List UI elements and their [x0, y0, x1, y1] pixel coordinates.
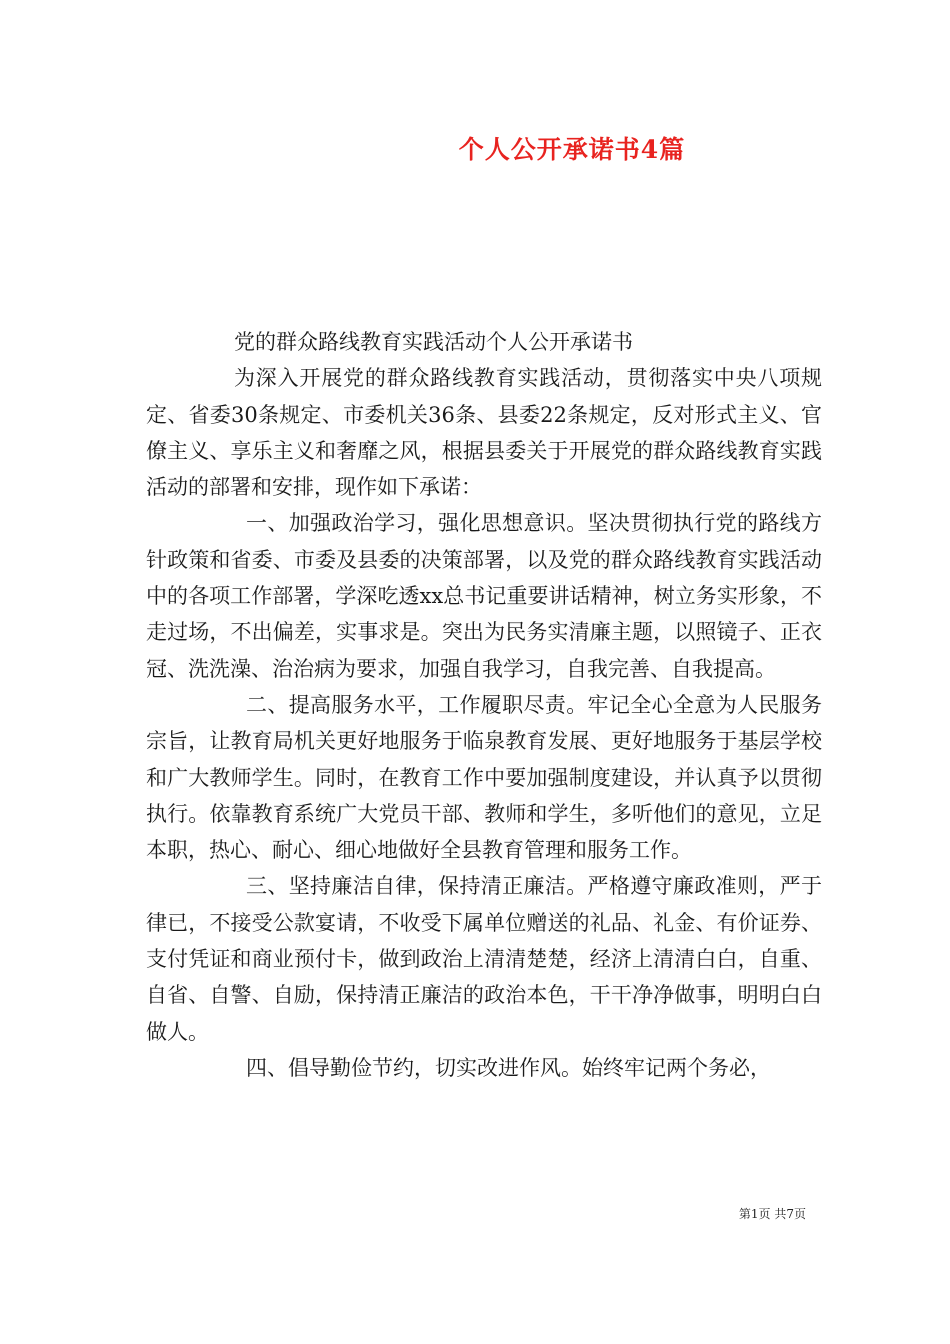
- document-title: 个人公开承诺书4篇: [458, 135, 686, 164]
- page-number: 第1页 共7页: [738, 1207, 806, 1221]
- commitment-item-4: 四、倡导勤俭节约，切实改进作风。始终牢记两个务必，: [246, 1055, 771, 1080]
- section-title: 党的群众路线教育实践活动个人公开承诺书: [234, 330, 633, 354]
- intro-paragraph: 为深入开展党的群众路线教育实践活动，贯彻落实中央八项规定、省委30条规定、市委机关36条、县委22条规定，反对形式主义、官僚主义、享乐主义和奢靡之风，根据县委关于开展党的群众路线教育实践活动的部署和安排，现作如下承诺：: [146, 366, 822, 500]
- commitment-item-1: 一、加强政治学习，强化思想意识。坚决贯彻执行党的路线方针政策和省委、市委及县委的决策部署，以及党的群众路线教育实践活动中的各项工作部署，学深吃透xx总书记重要讲话精神，树立务实形象，不走过场，不出偏差，实事求是。突出为民务实清廉主题，以照镜子、正衣冠、洗洗澡、治治病为要求，加强自我学习，自我完善、自我提高。: [146, 511, 822, 681]
- document-body: [146, 324, 822, 1086]
- commitment-item-2: 二、提高服务水平，工作履职尽责。牢记全心全意为人民服务宗旨，让教育局机关更好地服务于临泉教育发展、更好地服务于基层学校和广大教师学生。同时，在教育工作中要加强制度建设，并认真予以贯彻执行。依靠教育系统广大党员干部、教师和学生，多听他们的意见，立足本职，热心、耐心、细心地做好全县教育管理和服务工作。: [146, 692, 822, 863]
- commitment-item-3: 三、坚持廉洁自律，保持清正廉洁。严格遵守廉政准则，严于律已，不接受公款宴请，不收受下属单位赠送的礼品、礼金、有价证券、支付凭证和商业预付卡，做到政治上清清楚楚，经济上清清白白，自重、自省、自警、自励，保持清正廉洁的政治本色，干干净净做事，明明白白做人。: [146, 874, 822, 1044]
